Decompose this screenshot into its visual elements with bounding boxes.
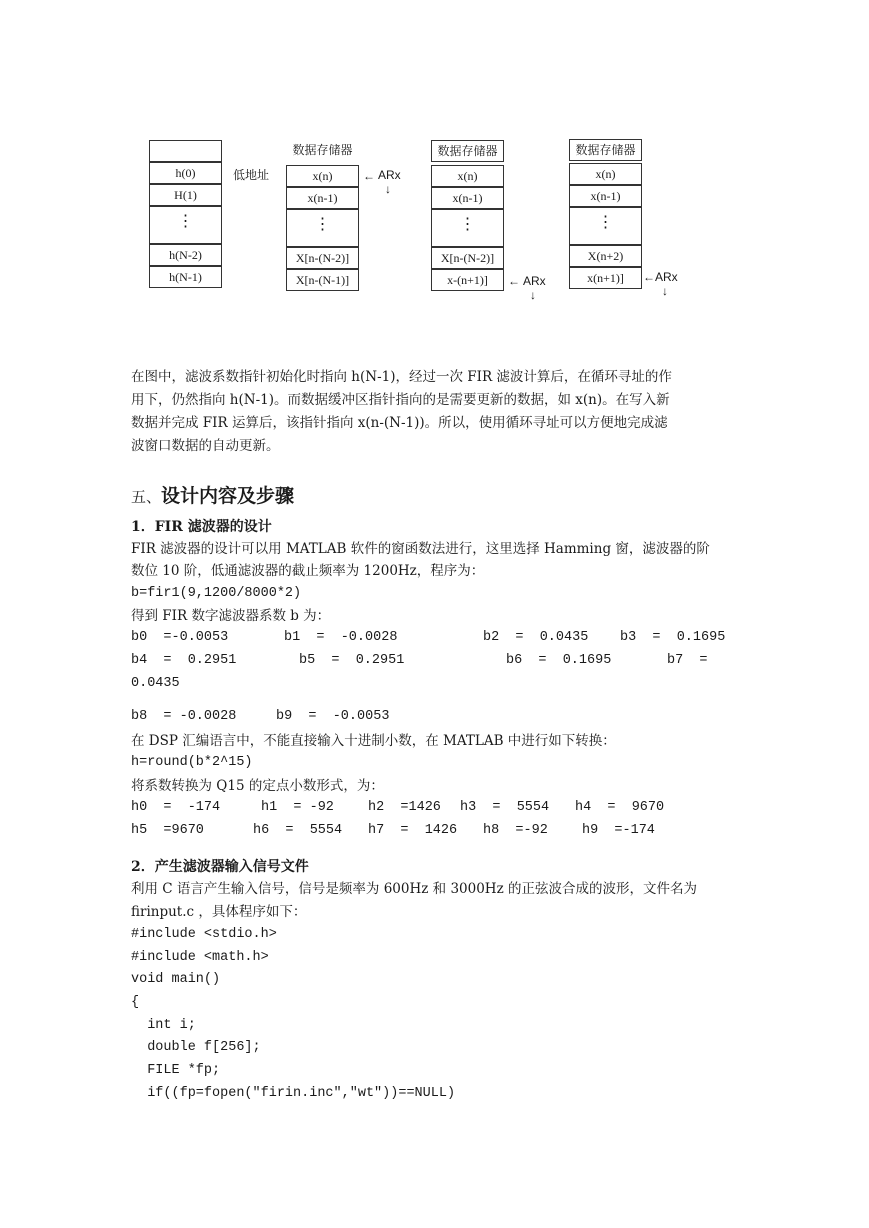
code-line: int i; [131, 1018, 196, 1033]
arrow-left-icon: ← [363, 169, 375, 183]
text-line: FIR 滤波器的设计可以用 MATLAB 软件的窗函数法进行，这里选择 Hamming 窗，滤波器的阶 [131, 541, 710, 557]
buffer1-cell: X[n-(N-1)] [286, 269, 359, 291]
coef-value: b0 =-0.0053 [131, 630, 229, 645]
coef-value: b5 = 0.2951 [299, 653, 405, 668]
q15-value: h1 = -92 [261, 800, 334, 815]
q15-value: h9 =-174 [582, 823, 655, 838]
section-number: 五、 [131, 488, 162, 506]
text-line: 将系数转换为 Q15 的定点小数形式，为： [131, 778, 384, 794]
q15-value: h2 =1426 [368, 800, 441, 815]
code-line: double f[256]; [131, 1040, 261, 1055]
coef-value: b9 = -0.0053 [276, 709, 390, 724]
arx-pointer-label: ARx [523, 274, 546, 288]
coef-value: b2 = 0.0435 [483, 630, 589, 645]
code-line: b=fir1(9,1200/8000*2) [131, 586, 302, 601]
code-line: #include <stdio.h> [131, 927, 277, 942]
buffer2-cell: X[n-(N-2)] [431, 247, 504, 269]
q15-value: h5 =9670 [131, 823, 204, 838]
buffer1-header: 数据存储器 [292, 143, 353, 157]
coef-value: b4 = 0.2951 [131, 653, 237, 668]
subsection-heading: 1．FIR 滤波器的设计 [131, 519, 272, 535]
buffer1-cell: x(n-1) [286, 187, 359, 209]
coef-value: b7 = [667, 653, 708, 668]
buffer3-header: 数据存储器 [569, 139, 642, 161]
code-line: if((fp=fopen("firin.inc","wt"))==NULL) [131, 1086, 456, 1101]
coef-value: b6 = 0.1695 [506, 653, 612, 668]
section-heading [131, 481, 294, 508]
text-line: 得到 FIR 数字滤波器系数 b 为： [131, 608, 331, 624]
buffer1-cell: x(n) [286, 165, 359, 187]
buffer3-cell: x(n-1) [569, 185, 642, 207]
buffer3-cell: ⋮ [569, 207, 642, 245]
coef-value: b3 = 0.1695 [620, 630, 726, 645]
buffer1-cell: X[n-(N-2)] [286, 247, 359, 269]
coef-cell-h1: H(1) [149, 184, 222, 206]
code-line: void main() [131, 972, 221, 987]
coef-cell-hN2: h(N-2) [149, 244, 222, 266]
coef-cell-hN1: h(N-1) [149, 266, 222, 288]
arx-pointer-label: ARx [378, 168, 401, 182]
subsection-heading: 2．产生滤波器输入信号文件 [131, 859, 309, 875]
coef-cell-empty [149, 140, 222, 162]
code-line: h=round(b*2^15) [131, 755, 253, 770]
section-title: 设计内容及步骤 [161, 485, 295, 507]
q15-value: h4 = 9670 [575, 800, 665, 815]
buffer3-cell: x(n) [569, 163, 642, 185]
buffer2-cell: x(n) [431, 165, 504, 187]
arrow-left-icon: ← [643, 270, 655, 284]
paragraph-line: 波窗口数据的自动更新。 [131, 438, 280, 454]
paragraph-line: 在图中，滤波系数指针初始化时指向 h(N-1)，经过一次 FIR 滤波计算后，在循环寻址的作 [131, 369, 672, 385]
coef-value: b1 = -0.0028 [284, 630, 398, 645]
low-address-label: 低地址 [233, 168, 270, 182]
q15-value: h7 = 1426 [368, 823, 458, 838]
q15-value: h6 = 5554 [253, 823, 343, 838]
buffer2-cell: x(n-1) [431, 187, 504, 209]
paragraph-line: 用下，仍然指向 h(N-1)。而数据缓冲区指针指向的是需要更新的数据，如 x(n)。在写入新 [131, 392, 670, 408]
text-line: 在 DSP 汇编语言中，不能直接输入十进制小数，在 MATLAB 中进行如下转换： [131, 733, 616, 749]
buffer3-cell: x(n+1)] [569, 267, 642, 289]
code-line: #include <math.h> [131, 950, 269, 965]
code-line: FILE *fp; [131, 1063, 221, 1078]
arrow-left-icon: ← [508, 274, 520, 288]
text-line: firinput.c ，具体程序如下： [131, 904, 307, 920]
arx-pointer-label: ARx [655, 270, 678, 284]
buffer2-cell: x-(n+1)] [431, 269, 504, 291]
text-line: 利用 C 语言产生输入信号，信号是频率为 600Hz 和 3000Hz 的正弦波合成的波形，文件名为 [131, 881, 697, 897]
q15-value: h8 =-92 [483, 823, 548, 838]
buffer2-cell: ⋮ [431, 209, 504, 247]
coef-value: b8 = -0.0028 [131, 709, 237, 724]
coef-cell-h0: h(0) [149, 162, 222, 184]
buffer1-cell: ⋮ [286, 209, 359, 247]
arrow-down-icon: ↓ [662, 284, 668, 298]
buffer3-cell: X(n+2) [569, 245, 642, 267]
buffer2-header: 数据存储器 [431, 140, 504, 162]
arrow-down-icon: ↓ [385, 182, 391, 196]
coef-cell-dots: ⋮ [149, 206, 222, 244]
q15-value: h0 = -174 [131, 800, 221, 815]
q15-value: h3 = 5554 [460, 800, 550, 815]
coef-value: 0.0435 [131, 676, 180, 691]
code-line: { [131, 995, 140, 1010]
text-line: 数位 10 阶，低通滤波器的截止频率为 1200Hz，程序为： [131, 563, 485, 579]
arrow-down-icon: ↓ [530, 288, 536, 302]
paragraph-line: 数据并完成 FIR 运算后，该指针指向 x(n-(N-1))。所以，使用循环寻址可以方便地完成滤 [131, 415, 668, 431]
